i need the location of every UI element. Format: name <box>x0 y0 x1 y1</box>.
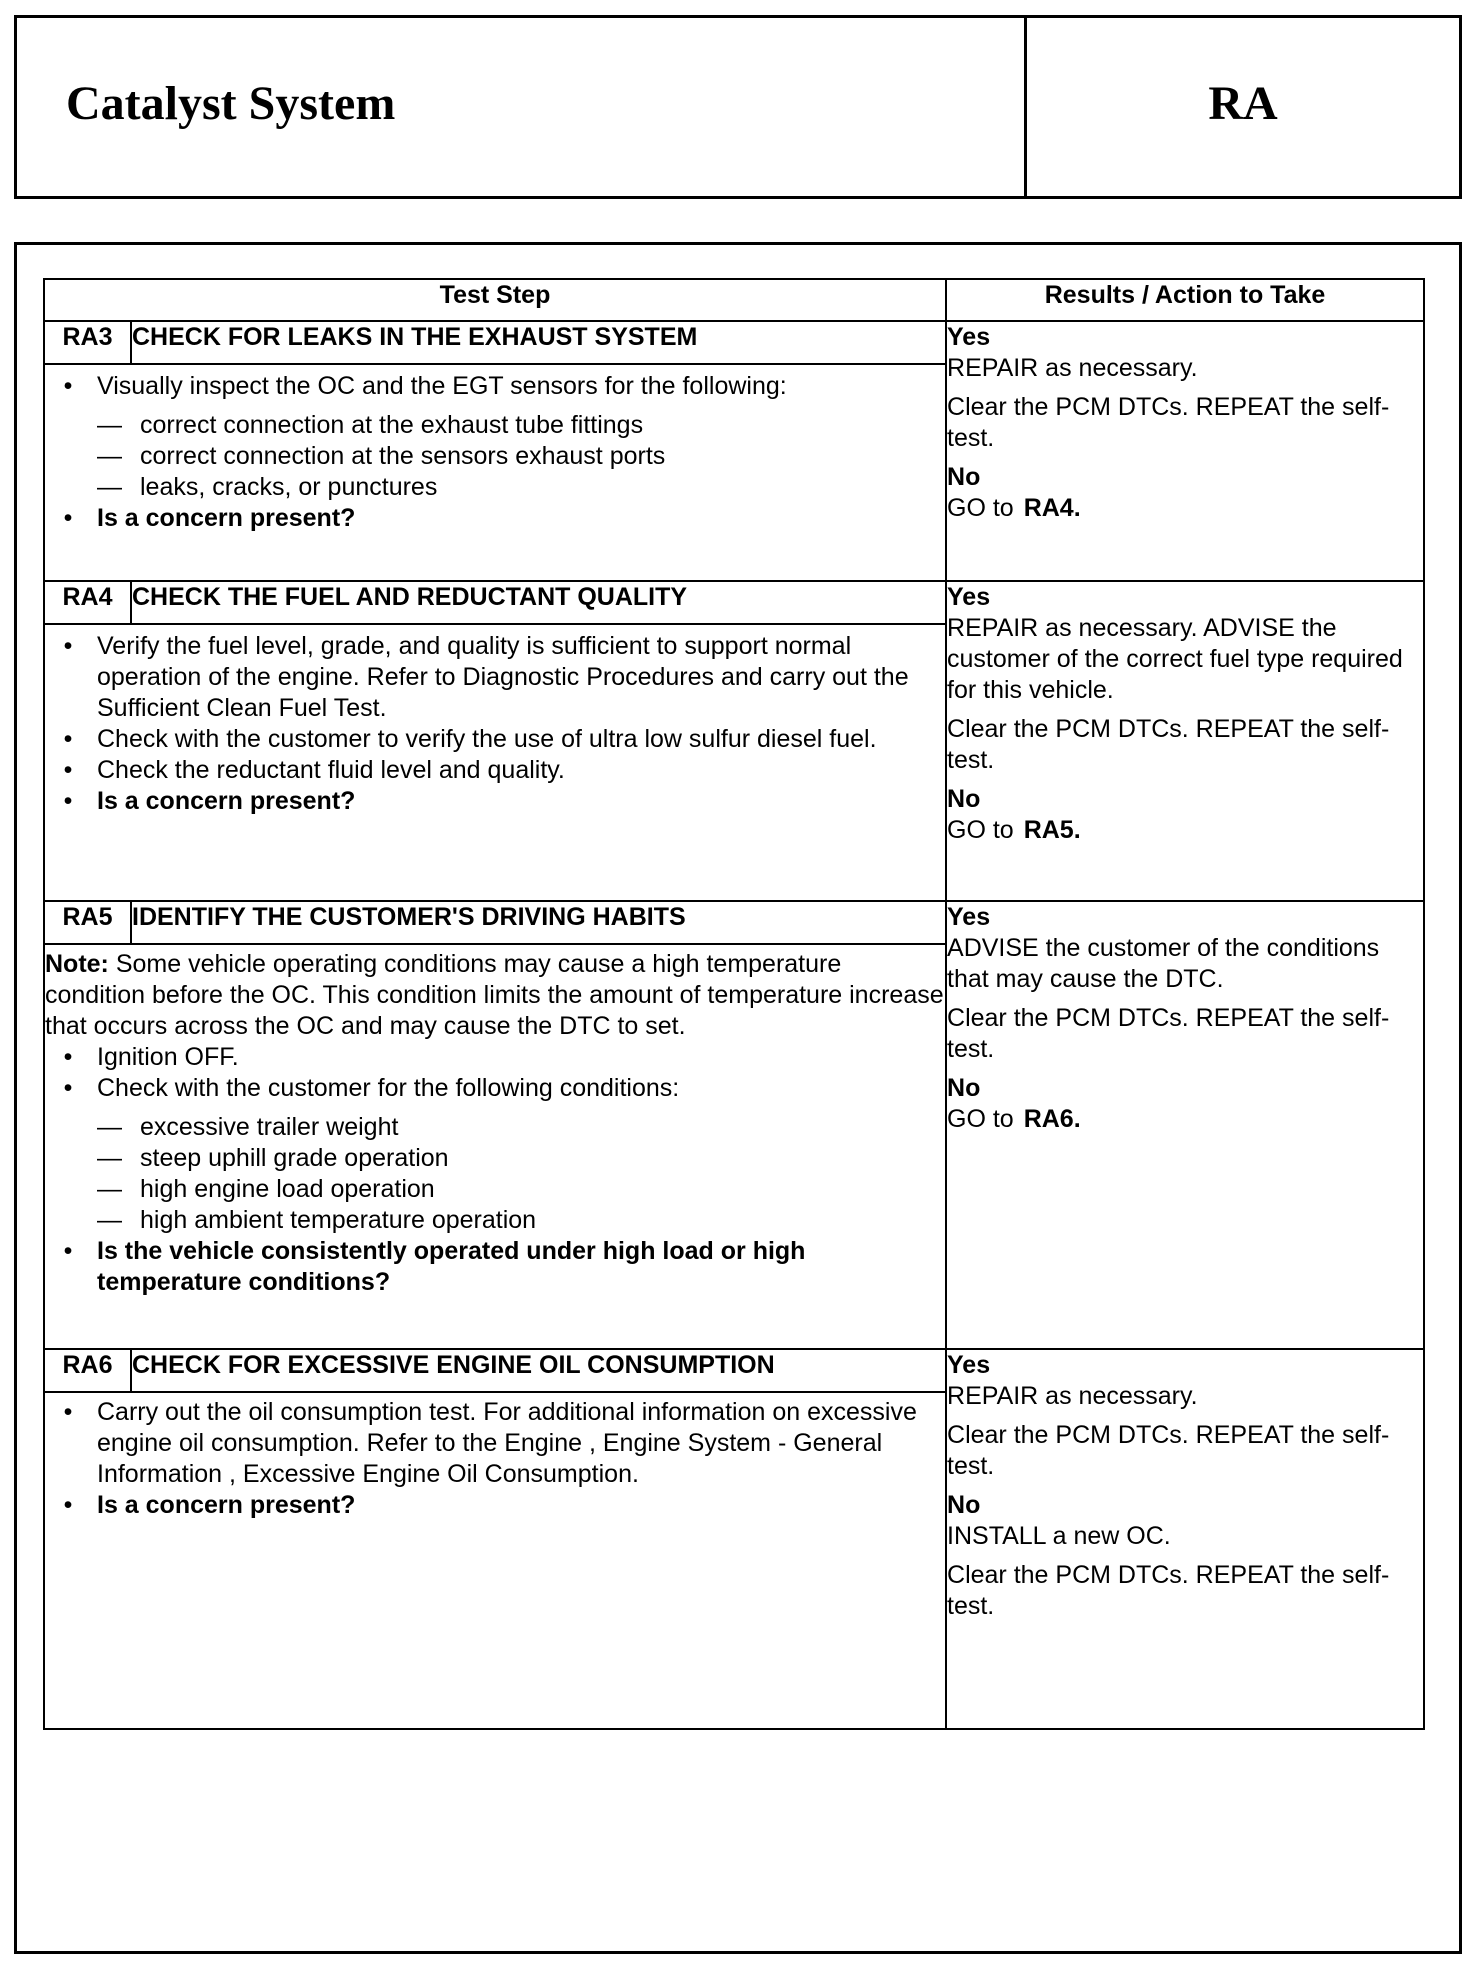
step-results <box>946 321 1424 581</box>
step-id: RA5 <box>44 901 131 944</box>
bullet-icon: • <box>63 503 73 532</box>
goto-prefix: GO to <box>947 816 1014 844</box>
page-header <box>14 15 1462 199</box>
dash-icon: — <box>97 441 122 470</box>
list-item <box>45 631 945 724</box>
dash-list <box>97 410 945 503</box>
section-code: RA <box>1208 77 1278 130</box>
yes-action: Clear the PCM DTCs. REPEAT the self-test. <box>947 393 1390 452</box>
list-item <box>45 755 945 786</box>
list-item <box>45 503 945 534</box>
dash-text: leaks, cracks, or punctures <box>140 472 438 501</box>
no-label: No <box>947 463 981 491</box>
dash-icon: — <box>97 1112 122 1141</box>
column-header-results: Results / Action to Take <box>946 279 1424 321</box>
goto-step-link[interactable]: RA6. <box>1023 1105 1081 1133</box>
step-results <box>946 901 1424 1349</box>
step-title: CHECK FOR LEAKS IN THE EXHAUST SYSTEM <box>131 321 946 364</box>
yes-action: REPAIR as necessary. ADVISE the customer of the correct fuel type required for this vehicle. <box>947 614 1403 704</box>
step-results <box>946 1349 1424 1729</box>
bullet-list <box>45 631 945 817</box>
dash-text: correct connection at the exhaust tube fittings <box>140 410 644 439</box>
list-item <box>97 1174 945 1205</box>
question-text: Is the vehicle consistently operated under high load or high temperature conditions? <box>97 1236 806 1296</box>
step-id: RA6 <box>44 1349 131 1392</box>
yes-action: REPAIR as necessary. <box>947 354 1198 382</box>
bullet-icon: • <box>63 786 73 815</box>
dash-text: high engine load operation <box>140 1174 435 1203</box>
step-body <box>44 624 946 901</box>
list-item <box>97 472 945 503</box>
dash-text: correct connection at the sensors exhaust ports <box>140 441 666 470</box>
goto-prefix: GO to <box>947 494 1014 522</box>
dash-icon: — <box>97 1205 122 1234</box>
bullet-list <box>45 371 945 534</box>
bullet-list <box>45 1042 945 1298</box>
step-id: RA4 <box>44 581 131 624</box>
dash-icon: — <box>97 472 122 501</box>
goto-prefix: GO to <box>947 1105 1014 1133</box>
list-item <box>45 724 945 755</box>
bullet-icon: • <box>63 1490 73 1519</box>
no-action <box>947 815 1423 846</box>
bullet-text: Visually inspect the OC and the EGT sensors for the following: <box>97 371 787 400</box>
bullet-icon: • <box>63 371 73 400</box>
list-item <box>97 1112 945 1143</box>
step-body <box>44 944 946 1349</box>
no-action: INSTALL a new OC. <box>947 1522 1171 1550</box>
list-item <box>97 1205 945 1236</box>
dash-icon: — <box>97 1143 122 1172</box>
list-item <box>45 371 945 503</box>
step-header-row <box>44 901 1424 944</box>
list-item <box>45 1073 945 1236</box>
dash-text: high ambient temperature operation <box>140 1205 537 1234</box>
bullet-text: Check with the customer to verify the use of ultra low sulfur diesel fuel. <box>97 724 877 753</box>
step-title: CHECK FOR EXCESSIVE ENGINE OIL CONSUMPTION <box>131 1349 946 1392</box>
dash-icon: — <box>97 410 122 439</box>
note-text: Some vehicle operating conditions may cause a high temperature condition before the OC. This condition limits the amount of temperature increase that occurs across the OC and may cause the DTC to set. <box>45 949 944 1040</box>
yes-action: Clear the PCM DTCs. REPEAT the self-test. <box>947 1004 1390 1063</box>
yes-label: Yes <box>947 583 991 611</box>
no-action <box>947 1104 1423 1135</box>
bullet-text: Ignition OFF. <box>97 1042 239 1071</box>
list-item <box>45 1397 945 1490</box>
step-results <box>946 581 1424 901</box>
yes-action: Clear the PCM DTCs. REPEAT the self-test. <box>947 715 1390 774</box>
step-header-row <box>44 1349 1424 1392</box>
question-text: Is a concern present? <box>97 786 356 815</box>
goto-step-link[interactable]: RA5. <box>1023 816 1081 844</box>
bullet-text: Verify the fuel level, grade, and quality is sufficient to support normal operation of the engine. Refer to Diagnostic Procedures and carry out the Sufficient Clean Fuel Test. <box>97 631 909 722</box>
dash-text: excessive trailer weight <box>140 1112 399 1141</box>
yes-action: ADVISE the customer of the conditions that may cause the DTC. <box>947 934 1380 993</box>
bullet-text: Check the reductant fluid level and quality. <box>97 755 565 784</box>
list-item <box>45 786 945 817</box>
step-id: RA3 <box>44 321 131 364</box>
bullet-icon: • <box>63 631 73 660</box>
no-action: Clear the PCM DTCs. REPEAT the self-test. <box>947 1561 1390 1620</box>
goto-step-link[interactable]: RA4. <box>1023 494 1081 522</box>
note-paragraph <box>45 949 945 1042</box>
dash-text: steep uphill grade operation <box>140 1143 449 1172</box>
question-text: Is a concern present? <box>97 503 356 532</box>
yes-action: REPAIR as necessary. <box>947 1382 1198 1410</box>
bullet-text: Check with the customer for the following conditions: <box>97 1073 680 1102</box>
yes-label: Yes <box>947 903 991 931</box>
no-action <box>947 493 1423 524</box>
bullet-icon: • <box>63 1042 73 1071</box>
list-item <box>45 1490 945 1521</box>
step-header-row <box>44 321 1424 364</box>
step-title: IDENTIFY THE CUSTOMER'S DRIVING HABITS <box>131 901 946 944</box>
list-item <box>97 410 945 441</box>
bullet-list <box>45 1397 945 1521</box>
bullet-icon: • <box>63 1236 73 1265</box>
bullet-text: Carry out the oil consumption test. For additional information on excessive engine oil consumption. Refer to the Engine , Engine System - General Information , Excessive Engine Oil Consumption. <box>97 1397 917 1488</box>
bullet-icon: • <box>63 755 73 784</box>
no-label: No <box>947 1491 981 1519</box>
bullet-icon: • <box>63 724 73 753</box>
dash-list <box>97 1112 945 1236</box>
no-label: No <box>947 785 981 813</box>
dash-icon: — <box>97 1174 122 1203</box>
list-item <box>97 441 945 472</box>
step-header-row <box>44 581 1424 624</box>
page-title: Catalyst System <box>66 77 396 130</box>
list-item <box>97 1143 945 1174</box>
step-body <box>44 1392 946 1729</box>
diagnostic-table <box>43 278 1425 1730</box>
step-title: CHECK THE FUEL AND REDUCTANT QUALITY <box>131 581 946 624</box>
step-body <box>44 364 946 581</box>
bullet-icon: • <box>63 1397 73 1426</box>
table-header-row <box>44 279 1424 321</box>
bullet-icon: • <box>63 1073 73 1102</box>
question-text: Is a concern present? <box>97 1490 356 1519</box>
note-label: Note: <box>45 949 109 978</box>
no-label: No <box>947 1074 981 1102</box>
list-item <box>45 1042 945 1073</box>
yes-label: Yes <box>947 1351 991 1379</box>
yes-label: Yes <box>947 323 991 351</box>
column-header-test-step: Test Step <box>44 279 946 321</box>
list-item <box>45 1236 945 1298</box>
yes-action: Clear the PCM DTCs. REPEAT the self-test. <box>947 1421 1390 1480</box>
